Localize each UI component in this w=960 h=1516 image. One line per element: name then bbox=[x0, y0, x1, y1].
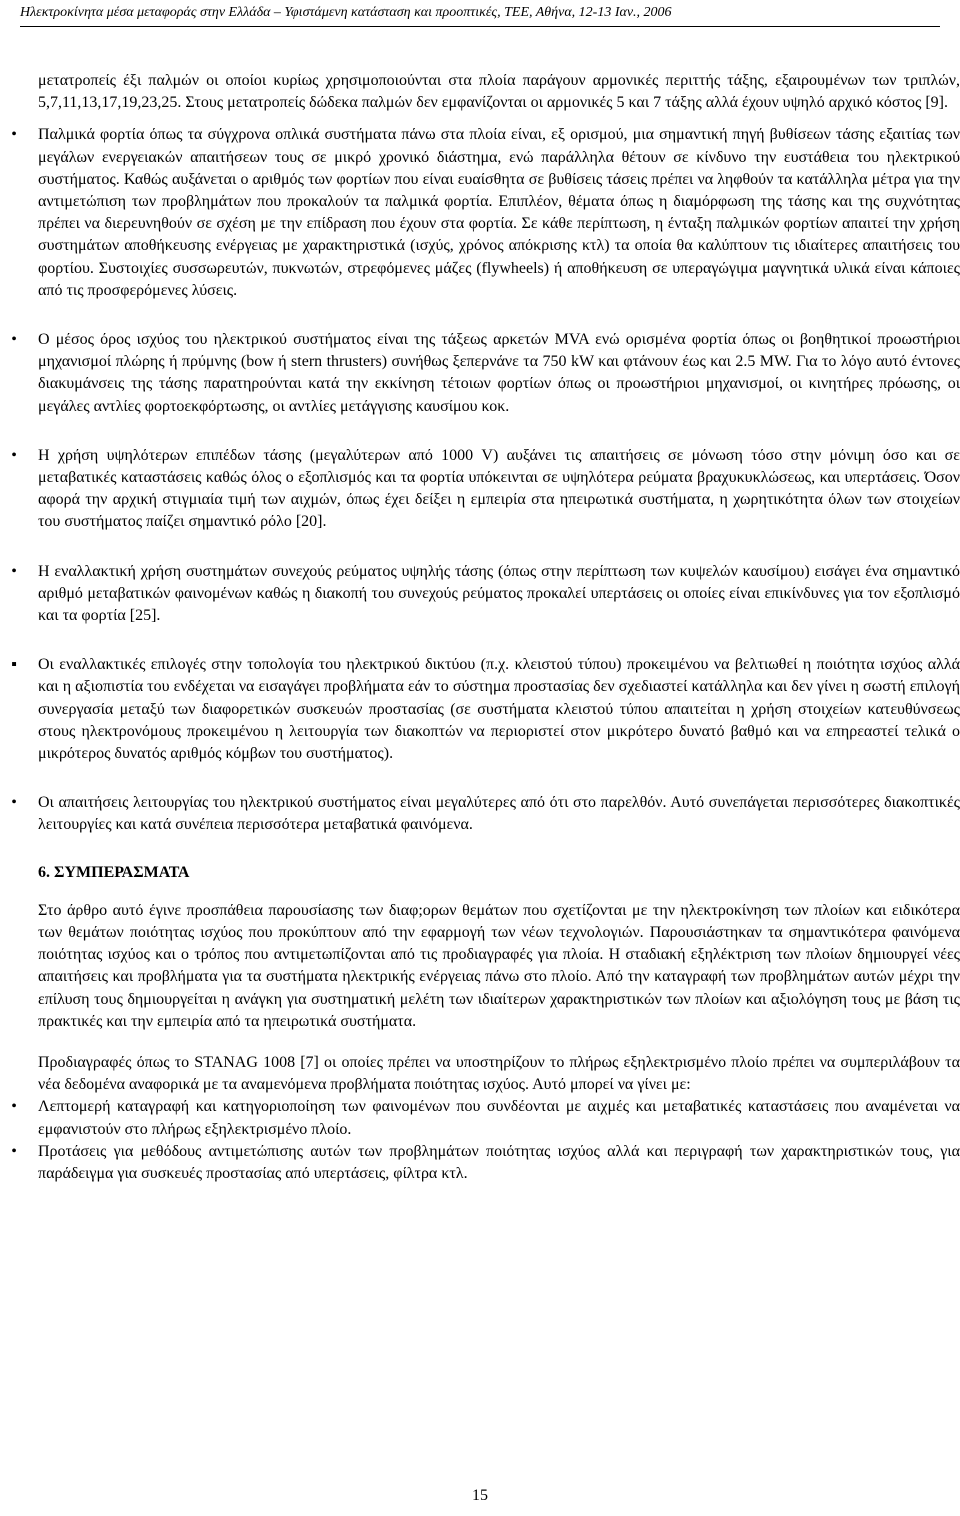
list-item-text: Παλμικά φορτία όπως τα σύγχρονα οπλικά συστήματα πάνω στα πλοία είναι, εξ ορισμού, μια σημαντική πηγή βυθίσεων τάσης εξαιτίας των μεγάλων ενεργειακών απαιτήσεων τους σε μικρό χρονικό διάστημα, ενώ παράλληλα θέτουν σε κίνδυνο την ευστάθεια του ηλεκτρικού συστήματος. Καθώς αυξάνεται ο αριθμός των φορτίων που είναι ευαίσθητα σε βυθίσεις τάσεις πρέπει να ληφθούν τα κατάλληλα μέτρα για την αντιμετώπιση των προβλημάτων που προκαλούν τα παλμικά φορτία. Επιπλέον, θέματα όπως η διαμόρφωση της τάσης και της συχνότητας πρέπει να διερευνηθούν σε σχέση με την επίδραση που έχουν στα φορτία. Σε κάθε περίπτωση, η ένταξη παλμικών φορτίων απαιτεί την χρήση συστημάτων αποθήκευσης ενέργειας με χαρακτηριστικά (ισχύς, χρόνος απόκρισης κτλ) τα οποία θα καλύπτουν τις ιδιαίτερες απαιτήσεις του φορτίου. Συστοιχίες συσσωρευτών, πυκνωτών, στρεφόμενες μάζες (flywheels) ή αποθήκευση σε υπεραγώγιμα μαγνητικά υλικά είναι κάποιες από τις προσφερόμενες λύσεις. bbox=[38, 126, 960, 299]
proposals-list bbox=[11, 1096, 960, 1185]
bullet-icon: • bbox=[11, 562, 17, 580]
list-item-text: Λεπτομερή καταγραφή και κατηγοριοποίηση των φαινομένων που συνδέονται με αιχμές και μεταβατικές καταστάσεις που αναμένεται να εμφανιστούν στο πλήρως εξηλεκτρισμένο πλοίο. bbox=[38, 1098, 960, 1138]
list-item bbox=[11, 561, 960, 628]
list-item bbox=[11, 792, 960, 836]
running-header: Ηλεκτροκίνητα μέσα μεταφοράς στην Ελλάδα – Υφιστάμενη κατάσταση και προοπτικές, ΤΕΕ, Αθήνα, 12-13 Ιαν., 2006 bbox=[20, 5, 672, 20]
list-item-text: Ο μέσος όρος ισχύος του ηλεκτρικού συστήματος είναι της τάξεως αρκετών MVA ενώ ορισμένα φορτία όπως οι βοηθητικοί προωστήριοι μηχανισμοί πλώρης ή πρύμνης (bow ή stern thrusters) συνήθως ξεπερνάνε τα 750 kW και φτάνουν έως και 2.5 MW. Για το λόγο αυτό έντονες διακυμάνσεις της τάσης παρατηρούνται κατά την εκκίνηση τέτοιων φορτίων όπως οι προωστήριοι μηχανισμοί, οι κινητήρες πρόωσης, οι μεγάλες αντλίες φορτοεκφόρτωσης, οι αντλίες μετάγγισης καυσίμου κοκ. bbox=[38, 331, 960, 415]
bullet-icon: • bbox=[11, 331, 17, 349]
intro-paragraph: μετατροπείς έξι παλμών οι οποίοι κυρίως χρησιμοποιούνται στα πλοία παράγουν αρμονικές περιττής τάξης, εξαιρουμένων των τριπλών, 5,7,11,13,17,19,23,25. Στους μετατροπείς δώδεκα παλμών δεν εμφανίζονται οι αρμονικές 5 και 7 τάξης αλλά έχουν υψηλό αρχικό κόστος [9]. bbox=[38, 72, 960, 112]
square-bullet-icon: ▪ bbox=[11, 656, 17, 674]
list-item bbox=[11, 445, 960, 534]
issues-list bbox=[11, 124, 960, 836]
list-item-text: Η χρήση υψηλότερων επιπέδων τάσης (μεγαλύτερων από 1000 V) αυξάνει τις απαιτήσεις σε μόνωση τόσο στην μόνιμη όσο και σε μεταβατικές καταστάσεις καθώς όλος ο εξοπλισμός και τα φορτία υπόκεινται σε υψηλότερα ρεύματα βραχυκυκλώσεως, και υπερτάσεις. Όσον αφορά την αρχική στιγμιαία τιμή των αιχμών, όπως έχει δείξει η εμπειρία στα ηπειρωτικά συστήματα, η χωρητικότητα όλων των στοιχείων του συστήματος παίζει σημαντικό ρόλο [20]. bbox=[38, 446, 960, 531]
list-item-text: Η εναλλακτική χρήση συστημάτων συνεχούς ρεύματος υψηλής τάσης (όπως στην περίπτωση των κυψελών καυσίμου) εισάγει ένα σημαντικό αριθμό μεταβατικών φαινομένων καθώς η διακοπή του συνεχούς ρεύματος προκαλεί υπερτάσεις οι οποίες είναι επικίνδυνες για τον εξοπλισμό και τα φορτία [25]. bbox=[38, 562, 960, 625]
list-item bbox=[11, 124, 960, 302]
list-item-text: Οι εναλλακτικές επιλογές στην τοπολογία του ηλεκτρικού δικτύου (π.χ. κλειστού τύπου) προκειμένου να βελτιωθεί η ποιότητα ισχύος αλλά και η αξιοπιστία του ενδέχεται να εισαγάγει προβλήματα εάν το σύστημα προστασίας δεν σχεδιαστεί κατάλληλα και δεν γίνει η σωστή επιλογή συνεργασία μεταξύ των διαφορετικών συσκευών προστασίας (σε συστήματα κλειστού τύπου απαιτείται η χρήση στοιχείων κατευθύνσεως στους ηλεκτρονόμους προκειμένου η λειτουργία των διακοπτών να περιοριστεί στον μικρότερο δυνατό βαθμό και να επηρεαστεί τελικά ο μικρότερος δυνατός αριθμός κόμβων του συστήματος). bbox=[38, 656, 960, 763]
list-item bbox=[11, 654, 960, 765]
list-item-text: Προτάσεις για μεθόδους αντιμετώπισης αυτών των προβλημάτων ποιότητας ισχύος αλλά και περιγραφή των χαρακτηριστικών τους, για παράδειγμα για συσκευές προστασίας από υπερτάσεις, φίλτρα κτλ. bbox=[38, 1142, 960, 1182]
bullet-icon: • bbox=[11, 126, 17, 144]
bullet-icon: • bbox=[11, 794, 17, 812]
bullet-icon: • bbox=[11, 1142, 17, 1160]
list-item bbox=[11, 329, 960, 418]
bullet-icon: • bbox=[11, 1098, 17, 1116]
list-item bbox=[11, 1141, 960, 1185]
list-item bbox=[11, 1096, 960, 1140]
page-body bbox=[11, 70, 960, 1185]
conclusions-paragraph: Στο άρθρο αυτό έγινε προσπάθεια παρουσίασης των διαφ;ορων θεμάτων που σχετίζονται με την ηλεκτροκίνηση των πλοίων και ειδικότερα των θεμάτων ποιότητας ισχύος που προκύπτουν από την εφαρμογή των νέων τεχνολογιών. Παρουσιάστηκαν τα σημαντικότερα φαινόμενα ποιότητας ισχύος και ο τρόπος που αντιμετωπίζονται από τις προδιαγραφές για πλοία. Η σταδιακή εξηλέκτριση των πλοίων δημιουργεί νέες απαιτήσεις και προβλήματα για τα συστήματα ηλεκτρικής ενέργειας πάνω στο πλοίο. Από την καταγραφή των προβλημάτων αυτών μέχρι την επίλυση τους δημιουργείται η ανάγκη για συστηματική μελέτη των ιδιαίτερων χαρακτηριστικών των πλοίων και αξιολόγηση τους με βάση τις πρακτικές και την εμπειρία από τα ηπειρωτικά συστήματα. bbox=[38, 901, 960, 1030]
section-heading: 6. ΣΥΜΠΕΡΑΣΜΑΤΑ bbox=[38, 863, 190, 881]
header-divider bbox=[20, 26, 940, 27]
standards-paragraph: Προδιαγραφές όπως το STANAG 1008 [7] οι οποίες πρέπει να υποστηρίζουν το πλήρως εξηλεκτρισμένο πλοίο πρέπει να συμπεριλάβουν τα νέα δεδομένα αναφορικά με τα αναμενόμενα προβλήματα ποιότητας ισχύος. Αυτό μπορεί να γίνει με: bbox=[38, 1053, 960, 1094]
list-item-text: Οι απαιτήσεις λειτουργίας του ηλεκτρικού συστήματος είναι μεγαλύτερες από ότι στο παρελθόν. Αυτό συνεπάγεται περισσότερες διακοπτικές λειτουργίες και κατά συνέπεια περισσότερα μεταβατικά φαινόμενα. bbox=[38, 794, 960, 834]
bullet-icon: • bbox=[11, 446, 17, 464]
page-number: 15 bbox=[472, 1487, 488, 1504]
